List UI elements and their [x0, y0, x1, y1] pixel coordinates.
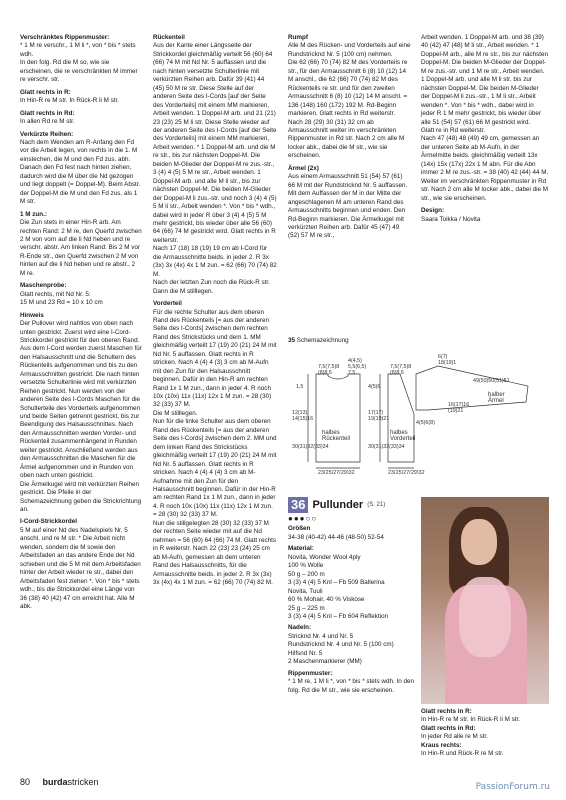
- dim-sleeve-len: 16(17)16 (19)21: [448, 402, 470, 414]
- section-text: Nach dem Wenden am R-Anfang den Fd vor die Arbeit legen, von rechts in die 1. M einstechen, die M und den Fd zus. abh. Danach den Fd fest nach hinten ziehen, dadurch wird die M über die Nd gezogen und liegt doppelt (= Doppel-M). Beim Abstr. der Doppel-M die M und den Fd zus. als 1 M str.: [20, 138, 141, 206]
- section-heading: Material:: [288, 545, 314, 553]
- section-heading: Größen: [288, 525, 311, 533]
- section-heading: I-Cord-Strickkordel: [20, 518, 78, 526]
- col1-block: [20, 110, 142, 127]
- section-text: Arbeit wenden. 1 Doppel-M arb. und 38 (39) 40 (42) 47 (48) M li str., Arbeit wenden. * 1 Doppel-M arb., alle M re str., bis zur nächsten Doppel-M. Die beiden M-Glieder der Doppel-M re zus.-str. und 1 M re str., Arbeit wenden. 1 Doppel-M arb. und alle M li str. bis zur nächsten Doppel-M. Die beiden M-Glieder der Doppel-M li zus.-str., 1 M li str., Arbeit wenden *. Von * bis * wdh., dabei wird in jeder R 1 M mehr gestrickt, bis wieder über alle 51 (54) 57 (61) 66 M gestrickt wird. Glatt re in Rd weiterstr. Nach 47 (48) 48 (49) 49 cm, gemessen an der unteren Seite ab M-Aufn, in der Ärmelmitte beids. gleichmäßig verteilt 13x (14x) 15x (17x) 22x 1 M abn. Für die Abn immer 2 M re zus.-str. = 38 (40) 42 (44) 44 M. Weiter im verschränkten Rippenmuster in Rd str. Nach 2 cm alle M locker abk., dabei die M str., wie sie erscheinen.: [421, 34, 549, 202]
- section-heading: Verschränktes Rippenmuster:: [20, 34, 110, 41]
- cont-block: [421, 742, 549, 759]
- section-heading: Kraus rechts:: [421, 741, 462, 749]
- brand-logo-suffix: stricken: [67, 777, 99, 787]
- col2-block: [153, 34, 277, 296]
- cont-block: [421, 708, 549, 725]
- dim-sleeve-width: 49(50)50(51)51: [473, 378, 510, 384]
- pattern-sections-block: [288, 624, 414, 666]
- section-heading: Maschenprobe:: [20, 282, 67, 290]
- dim-front-h2: 17(17) 19(19)21: [368, 410, 390, 422]
- dim-top-front: 7,5(7,5)8 (8)8,5: [390, 364, 412, 376]
- section-text: In Hin-R re M str. In Rück-R li M str.: [20, 97, 120, 105]
- pattern-ref: (S. 21): [367, 501, 386, 508]
- column-3: [288, 34, 411, 245]
- dim-top-back: 7,5(7,5)8 (8)8,5: [318, 364, 340, 376]
- section-text: In jeder Rd alle re M str.: [421, 733, 488, 741]
- dim-sleeve-top: 6(7) 18(19)1: [438, 354, 457, 366]
- pattern-sections-block: [288, 545, 414, 621]
- section-text: Novita, Wonder Wool 4ply 100 % Wolle 50 g – 200 m 3 (3) 4 (4) 5 Knl – Fb 509 Ballerina Novita, Tuuli 60 % Mohair, 40 % Viskose 25 g – 225 m 3 (3) 4 (4) 5 Knl – Fb 604 Reflektion: [288, 553, 389, 620]
- pattern-sections-block: [288, 525, 414, 542]
- section-text: Stricknd Nr. 4 und Nr. 5 Rundstricknd Nr. 4 und Nr. 5 (100 cm) Hilfsnd Nr. 5 2 Maschenmarkierer (MM): [288, 632, 394, 666]
- section-heading: Rippenmuster:: [288, 669, 333, 677]
- diagram-caption: 35 Schemazeichnung: [288, 337, 349, 344]
- pattern-number: 36: [288, 497, 308, 513]
- section-heading: Ärmel (2x): [288, 164, 319, 172]
- section-heading: Glatt rechts in R:: [421, 708, 472, 715]
- cont-block: [421, 725, 549, 742]
- pattern-sections-block: [288, 670, 414, 695]
- schematic-diagram: [288, 337, 550, 477]
- model-photo: [421, 497, 549, 704]
- column-4: [421, 34, 549, 228]
- dim-back-h2: 12(13) 14(15)16: [292, 410, 314, 422]
- col2-block: [153, 300, 277, 587]
- column-2: [153, 34, 277, 591]
- col1-block: [20, 211, 142, 279]
- section-text: 5 M auf einer Nd des Nadelspiels Nr. 5 anschl. und re M str. * Die Arbeit nicht wenden, sondern die M sowie den Arbeitsfaden an das andere Ende der Nd schieben und die 5 M mit dem Arbeitsfaden hinter der Arbeit wieder re str., dabei den Arbeitsfaden fest ziehen *. Von * bis * stets wdh., bis die Strickkordel eine Länge von 36 (38) 40 (42) 47 cm erreicht hat. Alle M abk.: [20, 526, 141, 610]
- section-heading: Rückenteil: [153, 34, 185, 41]
- sleeve-outline: [416, 366, 528, 410]
- section-text: Für die rechte Schulter aus dem oberen Rand des Rückenteils [= aus der anderen Seite des I-Cords] zwischen dem rechten Rand des Strickstücks und dem 1. MM gleichmäßig verteilt 17 (19) 20 (21) 24 M mit Nd Nr. 5 auffassen. Glatt rechts in R stricken. Nach 4 (4) 4 (3) 3 cm ab M-Aufn mit den Zun für den Halsausschnitt beginnen. Dafür in den Hin-R am rechten Rand 1x 1 M zun., dann in jeder 4. R noch 10x (10x) 11x (11x) 12x 1 M zun. = 28 (30) 32 (33) 37 M. Die M stilllegen. Nun für die linke Schulter aus dem oberen Rand des Rückenteils [= aus der anderen Seite des I-Cords] zwischen dem 2. MM und dem linken Rand des Strickstücks gleichmäßig verteilt 17 (19) 20 (21) 24 M mit Nd Nr. 5 auffassen. Glatt rechts in R stricken. Nach 4 (4) 4 (4) 3 cm ab M-Aufnahme mit den Zun für den Halsausschnitt beginnen. Dafür in der Hin-R am rechten Rand 1x 1 M zun., dann in jeder 4. R noch 10x (10x) 11x (11x) 12x 1 M zun. = 28 (30) 32 (33) 37 M. Nun die stillgelegten 28 (30) 32 (33) 37 M der rechten Seite wieder mit auf die Nd nehmen = 56 (60) 64 (66) 74 M. Glatt rechts in R weiterstr. Nach 22 (23) 23 (24) 25 cm ab M-Aufn, gemessen ab dem unteren Rand des Halsausschnitts, für die Armausschnitte beids. in jeder 2. R 3x (3x) 3x (4x) 4x 1 M zun. = 62 (66) 70 (74) 82 M.: [153, 308, 277, 586]
- brand-logo: burda: [42, 777, 68, 787]
- col1-block: [20, 131, 142, 207]
- section-heading: Glatt rechts in R:: [20, 88, 71, 96]
- dim-front-h4: 4(5)6(8): [416, 420, 435, 426]
- dim-back-h1: 1,5: [296, 384, 304, 390]
- col1-block: [20, 518, 142, 611]
- section-text: Aus der Kante einer Längsseite der Strickkordel gleichmäßig verteilt 56 (60) 64 (66) 74 M mit Nd Nr. 5 auffassen und die nach hinten versetzte Schulterlinie mit verkürzten Reihen arb. Dafür 39 (41) 44 (45) 50 M re str. Diese Stelle auf der anderen Seite des I-Cords [auf der Seite des Vorderteils] mit einem MM markieren, Arbeit wenden. 1 Doppel-M arb. und 21 (21) 23 (23) 25 M li str. Diese Stelle wieder auf der anderen Seite des I-Cords [auf der Seite des Vorderteils] mit einem MM markieren, Arbeit wenden. * 1 Doppel-M arb. und die M re str., bis zur nächsten Doppel-M. Die beiden M-Glieder der Doppel-M re zus.-str., 3 (4) 4 (5) 5 M re str., Arbeit wenden. 1 Doppel-M arb. und alle M li str., bis zur nächsten Doppel-M. Die beiden M-Glieder der Doppel-M li zus.-str. und noch 3 (4) 4 (5) 5 M li str., Arbeit wenden *. Von * bis * wdh., dabei wird in jeder R über 3 (4) 4 (5) 5 M mehr gestrickt, bis wieder über alle 56 (60) 64 (66) 74 M gestrickt wird. Glatt rechts in R weiterstr. Nach 17 (18) 18 (19) 19 cm ab I-Cord für die Armausschnitte beids. in jeder 2. R 3x (3x) 3x (4x) 4x 1 M zun. = 62 (66) 70 (74) 82 M. Nach der letzten Zun noch die Rück-R str. Dann die M stilllegen.: [153, 42, 277, 295]
- col1-block: [20, 312, 142, 515]
- section-text: * 1 M re, 1 M li *, von * bis * stets wdh. In den folg. Rd die M str., wie sie erscheinen.: [288, 678, 414, 694]
- section-text: Aus einem Armausschnitt 51 (54) 57 (61) 66 M mit der Rundstricknd Nr. 5 auffassen. Mit dem Auffassen der M in der Mitte der angeschlagenen M am unteren Rand des Armausschnitts beginnen und enden. Den Rd-Beginn markieren. Die Ärmelkugel mit verkürzten Reihen arb. Dafür 45 (47) 49 (52) 57 M re str.,: [288, 173, 408, 240]
- pattern-continued: [421, 708, 549, 759]
- col3-block: [288, 165, 411, 241]
- label-sleeve: halber Ärmel: [488, 392, 505, 404]
- section-text: Saara Toikka / Novita: [421, 215, 481, 223]
- section-heading: Glatt rechts in Rd:: [421, 724, 476, 732]
- section-heading: Nadeln:: [288, 624, 312, 632]
- label-front: halbes Vorderteil: [390, 430, 416, 442]
- col1-block: [20, 34, 142, 85]
- section-text: In Hin-R und Rück-R re M str.: [421, 750, 504, 758]
- section-text: 34-38 (40-42) 44-46 (48-50) 52-54: [288, 533, 384, 541]
- dim-front-h1: 4(5)6: [368, 384, 381, 390]
- section-heading: Verkürzte Reihen:: [20, 130, 74, 138]
- pattern-name: Pullunder: [312, 498, 364, 511]
- section-text: In allen Rd re M str.: [20, 118, 75, 126]
- column-1: [20, 34, 142, 615]
- section-text: Glatt rechts, mit Nd Nr. 5: 15 M und 23 Rd = 10 x 10 cm: [20, 290, 103, 307]
- dim-bottom-front: 23(25)27(29)32: [388, 470, 425, 474]
- section-heading: 1 M zun.:: [20, 210, 47, 218]
- section-heading: Rumpf: [288, 34, 308, 41]
- dim-back-h3: 30(31)32(33)34: [292, 444, 329, 450]
- col4-block: [421, 34, 549, 203]
- watermark: PassionForum.ru: [475, 782, 550, 792]
- section-heading: Design:: [421, 207, 445, 215]
- pattern-schematic: [288, 344, 550, 474]
- section-text: * 1 M re verschr., 1 M li *, von * bis * stets wdh. In den folg. Rd die M so, wie sie erscheinen, die re verschränkten M immer re verschr. str.: [20, 42, 138, 84]
- section-text: Alle M des Rücken- und Vorderteils auf eine Rundstricknd Nr. 5 (100 cm) nehmen. Die 62 (66) 70 (74) 82 M des Vorderteils re str., für den Armausschnitt 6 (8) 10 (12) 14 M anschl., die 62 (66) 70 (74) 82 M des Rückenteils re str. und für den zweiten Armausschnitt 6 (8) 10 (12) 14 M anschl. = 136 (148) 160 (172) 192 M. Rd-Beginn markieren. Glatt rechts in Rd weiterstr. Nach 28 (29) 30 (31) 32 cm ab Armausschnitt weiter im verschränkten Rippenmuster in Rd str. Nach 2 cm alle M locker abk., dabei die M str., wie sie erscheinen.: [288, 42, 411, 160]
- section-text: In Hin-R re M str. In Rück-R li M str.: [421, 716, 521, 724]
- section-text: Die Zun stets in einer Hin-R arb. Am rechten Rand: 2 M re, den Querfd zwischen 2 M von vorn auf die li Nd heben und re verschr. abstr. Am linken Rand: Bis 2 M vor R-Ende str., den Querfd zwischen 2 M von hinten auf die li Nd heben und re abstr., 2 M re.: [20, 219, 142, 277]
- label-back: halbes Rückenteil: [322, 430, 351, 442]
- col1-block: [20, 282, 142, 307]
- section-text: Der Pullover wird nahtlos von oben nach unten gestrickt. Zuerst wird eine I-Cord-Strickkordel gestrickt für den oberen Rand. Aus dem I-Cord werden zuerst Maschen für den Halsausschnitt und die Schultern des Rückenteils aufgenommen und bis zu den Armausschnitten gestrickt. Die nach hinten versetzte Schulterlinie wird mit verkürzten Reihen gestrickt. Nun werden von der anderen Seite des I-Cords Maschen für die Schulterteile des Vorderteils aufgenommen und beide Seiten getrennt gestrickt, bis zur Beendigung des Halsausschnittes. Nach den Armausschnitten werden Vorder- und Rückenteil zusammenhängend in Runden weiter gestrickt. Anschließend werden aus den Armausschnitten die Maschen für die Ärmel aufgenommen und in Runden von oben nach unten gestrickt. Die Ärmelkugel wird mit verkürzten Reihen gestrickt. Die Pfeile in der Schemazeichnung geben die Strickrichtung an.: [20, 320, 142, 514]
- col4-block: [421, 207, 549, 224]
- section-heading: Glatt rechts in Rd:: [20, 109, 75, 117]
- difficulty-rating: ●●●○○: [288, 514, 318, 523]
- section-heading: Vorderteil: [153, 300, 182, 308]
- dim-neck: 4(4,5) 5,5(6,5) 7,5: [348, 358, 367, 376]
- page-footer: [20, 777, 99, 787]
- dim-front-h3: 30(31)32(33)34: [368, 444, 405, 450]
- page-number: 80: [20, 777, 31, 787]
- dim-bottom-back: 23(25)27(29)32: [318, 470, 355, 474]
- pattern-36: [288, 497, 414, 698]
- section-heading: Hinweis: [20, 311, 44, 319]
- col1-block: [20, 89, 142, 106]
- col3-block: [288, 34, 411, 161]
